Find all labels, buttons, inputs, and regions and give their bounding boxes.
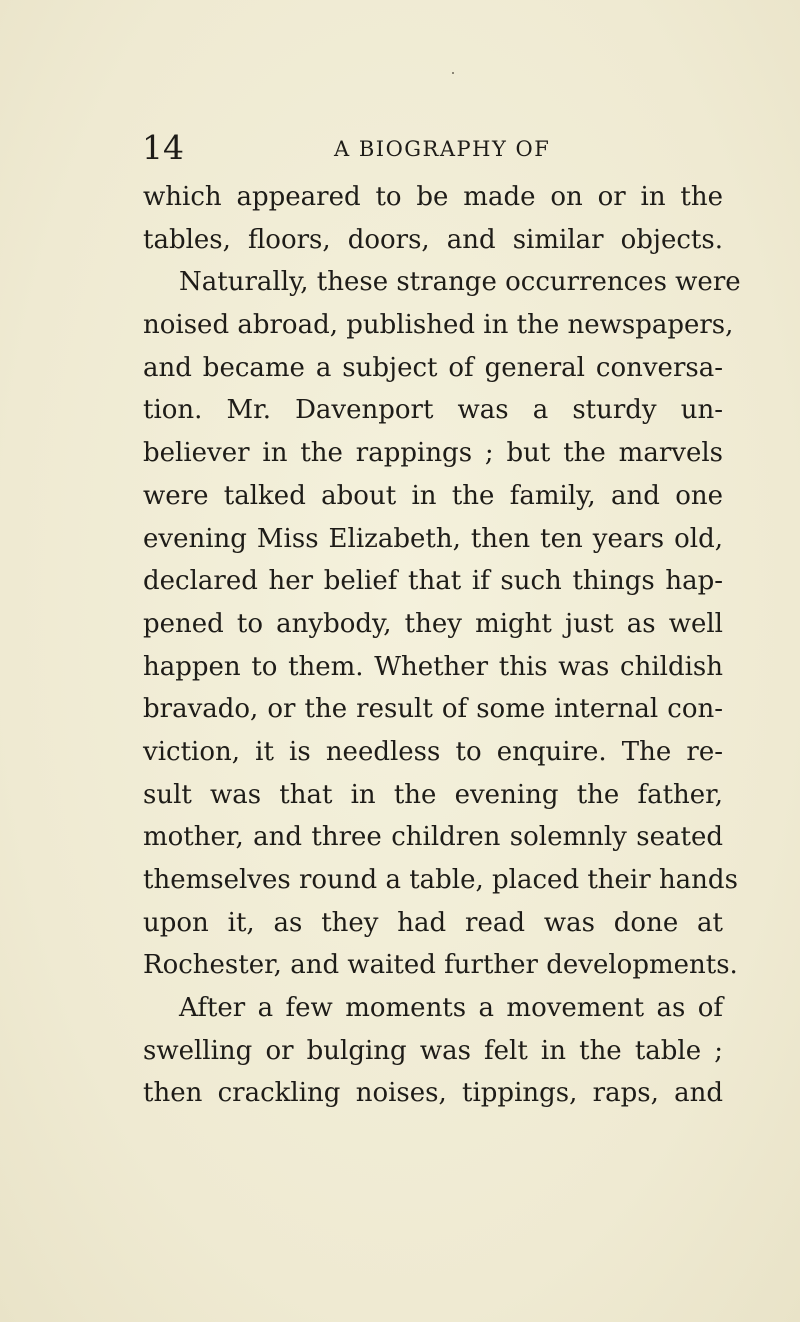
text-line: believer in the rappings ; but the marvels <box>143 438 723 469</box>
running-title: A BIOGRAPHY OF <box>334 137 551 161</box>
text-line: tables, floors, doors, and similar objects. <box>143 224 723 255</box>
text-line: and became a subject of general conversa- <box>143 352 723 383</box>
running-head <box>0 128 800 168</box>
text-line: which appeared to be made on or in the <box>143 182 723 212</box>
text-line: evening Miss Elizabeth, then ten years old, <box>143 523 723 554</box>
text-line: mother, and three children solemnly seated <box>143 822 723 853</box>
text-line: were talked about in the family, and one <box>143 480 723 511</box>
text-line: themselves round a table, placed their hands <box>143 865 738 895</box>
text-line: swelling or bulging was felt in the table ; <box>143 1035 723 1066</box>
text-line: upon it, as they had read was done at <box>143 907 723 938</box>
text-line: viction, it is needless to enquire. The re- <box>143 736 723 767</box>
text-line: sult was that in the evening the father, <box>143 779 723 810</box>
body-text <box>143 176 741 1115</box>
text-line: noised abroad, published in the newspapers, <box>143 310 734 341</box>
text-line: declared her belief that if such things hap- <box>143 566 723 597</box>
text-line: then crackling noises, tippings, raps, and <box>143 1078 723 1109</box>
page-number: 14 <box>142 128 184 167</box>
text-line: happen to them. Whether this was childish <box>143 651 723 682</box>
text-line: tion. Mr. Davenport was a sturdy un- <box>143 395 723 426</box>
text-line: Naturally, these strange occurrences were <box>179 267 741 298</box>
page-speck <box>452 72 454 74</box>
text-line: Rochester, and waited further developments. <box>143 950 738 981</box>
text-line: After a few moments a movement as of <box>179 993 723 1024</box>
text-line: bravado, or the result of some internal con- <box>143 694 723 725</box>
text-line: pened to anybody, they might just as well <box>143 608 723 639</box>
